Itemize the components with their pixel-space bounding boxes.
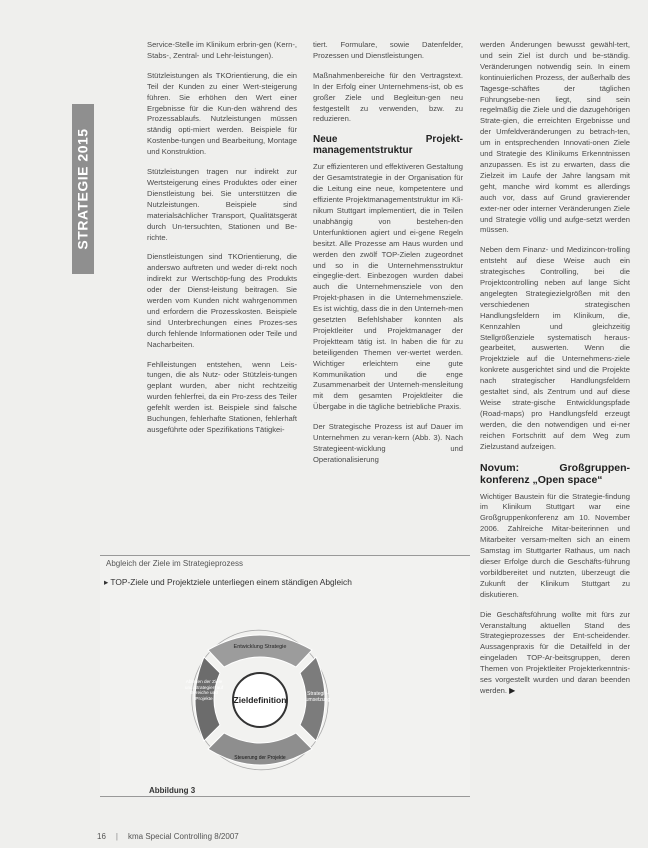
segment-label-right: Strategie-umsetzung [305, 691, 331, 703]
paragraph: Dienstleistungen sind TKOrientierung, die anderswo auftreten und weder di-rekt noch indirekt zur Wertschöp-fung des Produkts oder der Dienst-leistung beitragen. Sie werden vom Kunden nicht wahrgenommen und erfordern die Prozesskosten. Beispiele sind Unterbrechungen eines Prozes-ses durch fehlende Informationen oder Teile und Nacharbeiten. [147, 252, 297, 349]
figure-header: Abgleich der Ziele im Strategieprozess [106, 559, 243, 568]
section-tab [72, 104, 94, 274]
paragraph [480, 610, 630, 697]
center-label: Zieldefinition [233, 695, 287, 705]
segment-label-right-box [298, 691, 338, 711]
text-column-1 [147, 40, 297, 445]
figure-subtitle-text: TOP-Ziele und Projektziele unterliegen einem ständigen Abgleich [110, 577, 352, 587]
bullet-icon: ▸ [104, 577, 109, 587]
segment-label-left: Ableiten der Ziele und Strategien auf Bereiche und Projekte [184, 679, 224, 701]
figure-caption: Abbildung 3 [149, 786, 196, 795]
segment-label-left-box [184, 679, 224, 725]
cycle-diagram [100, 555, 470, 795]
paragraph: Wichtiger Baustein für die Strategie-findung im Klinikum Stuttgart war eine Großgruppenkonferenz am 10. November 2006. Zahlreiche Mitar-beiterinnen und Mitarbeiter versam-melten sich an einem Samstag im Stuttgarter Rathaus, um nach dieser Erfolge durch die Geschäfts-führung vorbildbereitet und nutzten, überzeugt die Zukunft der Klinikum Stuttgart zu diskutieren. [480, 491, 630, 599]
section-heading: Neue Projekt-managementstruktur [313, 134, 463, 157]
paragraph: Stützleistungen tragen nur indirekt zur Wertsteigerung eines Produktes oder einer Dienstleistung bei. Sie unterstützen die Nutzleistungen. Beispiele sind materialsächlicher Transport, Qualitätsgerät durch Un-tersuchten, Stationen und Be-richte. [147, 167, 297, 242]
paragraph: Fehlleistungen entstehen, wenn Leis-tungen, die als Nutz- oder Stützleis-tungen geplant wurden, aber nicht rechtzeitig wurden fehlerfrei, da ein Pro-zess des Teiler gefehlt werden ist. Beispiele sind falsche Buchungen, fehlerhafte Stationen, fehlerhaft ausgeführte oder Spezifikations Tätigkei- [147, 359, 297, 434]
paragraph-text: Die Geschäftsführung wollte mit fürs zur Veranstaltung aktuellen Stand des Strategieprozesses der Ent-scheidender. Aussagenpraxis für die Detailfeld in der eingeladen TOP-Ar-beitsgruppen, deren Themen von Projektleiter Projekterkenntnis-ses vorgestellt wurden und daran beenden werden. [480, 609, 630, 695]
footer-separator: | [115, 832, 118, 841]
paragraph: Maßnahmenbereiche für den Vertragstext. In der Erfolg einer Unternehmens-ist, ob es großer Ziele und Begleitun-gen neu festgestellt zu verwenden, bzw. zu reduzieren. [313, 70, 463, 124]
segment-label-bottom-box [230, 755, 290, 773]
segment-label-top: Entwicklung Strategie [233, 644, 287, 650]
publication-name: kma Special Controlling 8/2007 [127, 832, 239, 841]
text-column-3 [480, 40, 630, 706]
paragraph: Zur effizienteren und effektiveren Gestaltung der Gesamtstrategie in der Organisation für die Leitung eine neue, kompetentere und effiziente Projektmanagementstruktur im Kli-nikum Stuttgart implementiert, die in Teilen unabhängig von bestehen-den Unterfunktionen agiert und ei-gene Regeln besitzt. Alle Prozesse am Haus wurden und werden den zwölf TOP-Zielen zugeordnet und so in die Unternehmensstruktur eingeglie-dert. Einbezogen wurden dabei auch die Unternehmensziele von den Projekt-phasen in die Unternehmensziele. Es ist wichtig, dass die in den Unterneh-men gesetzten Befehlshaber konnten als Projektleiter und Projektmanager der Projektteam tätig ist. In haben die für zu beteiligenden Themen ver-wertet werden. Wichtiger erleichtern eine gute Kommunikation und die enge Zusammenarbeit der Unterneh-mensleitung mit dem gesamten Projektleiter die Übergabe in die tägliche betriebliche Praxis. [313, 162, 463, 412]
page-footer [97, 832, 239, 841]
section-heading: Novum: Großgruppen-konferenz „Open space“ [480, 461, 630, 486]
section-tab-label: STRATEGIE 2015 [75, 128, 91, 250]
paragraph: Der Strategische Prozess ist auf Dauer im Unternehmen zu veran-kern (Abb. 3). Nach Strategieent-wicklung und Operationalisierung [313, 422, 463, 464]
page-number: 16 [97, 832, 106, 841]
paragraph: Stützleistungen als TKOrientierung, die ein Teil der Kunden zu einer Wert-steigerung führen. Sie erhöhen den Wert einer Ergebnisse für die Kun-den während des Prozessablaufs. Nutzleistungen müssen ständig opti-miert werden. Beispiele für Kostenbe-tungen und Bearbeitung, Montage und Konstruktion. [147, 70, 297, 157]
paragraph: werden Änderungen bewusst gewähl-tert, und sein Ziel ist durch und be-ständig. Veränderungen notwendig sein. In einem kontinuierlichen Prozess, der außerhalb des Tagesge-schäftes der täglichen Führungsebe-nen liegt, sind sein regelmäßig die Ziele und die dazugehörigen Strate-gien, die erreichten Ergebnisse und der Umfeldveränderungen zu betrach-ten, um in entsprechenden Innovati-onen Ziele und Strategie des Klinikums Erkenntnissen anzupassen. Es ist zu erwarten, dass die Zielzeit im Laufe der Jahre langsam mit geht, manche wird kommt es allerdings auch vor, dass auf Grund gravierender exter-ner oder interner Veränderungen Ziele und Strategie völlig und aufge-setzt werden müssen. [480, 40, 630, 235]
paragraph: tiert. Formulare, sowie Datenfelder, Prozessen und Dienstleistungen. [313, 40, 463, 60]
paragraph: Service-Stelle im Klinikum erbrin-gen (Kern-, Stabs-, Zentral- und Lehr-leistungen). [147, 40, 297, 60]
paragraph: Neben dem Finanz- und Medizincon-trolling entsteht auf diese Weise auch ein strategisches Controlling, bei die Projektcontrolling neben auf lange Sicht angelegten Strategiezielgrößen mit den verschiedenen strategischen Handlungsfeldern im Klinikum, die, Kennzahlen und gleichzeitig Stellgrößenziele systematisch heraus-gearbeitet, auswerten. Wenn die Projektziele auf die Unternehmens-ziele konkrete ausgerichtet sind und die Projekte nach strategischer Handlungsfeldern gestaltet sind, als Zentrum und auf diese Weise strate-gische Entwicklungspfade (Road-maps) pro Handlungsfeld erzeugt werden, die den notwendigen und ei-ner reichen Fortschritt auf dem Weg zum Zielzustand aufzeigen. [480, 245, 630, 451]
text-column-2 [313, 40, 463, 475]
segment-label-bottom: Steuerung der Projekte [234, 755, 286, 761]
continue-arrow-icon: ▶ [509, 685, 516, 695]
